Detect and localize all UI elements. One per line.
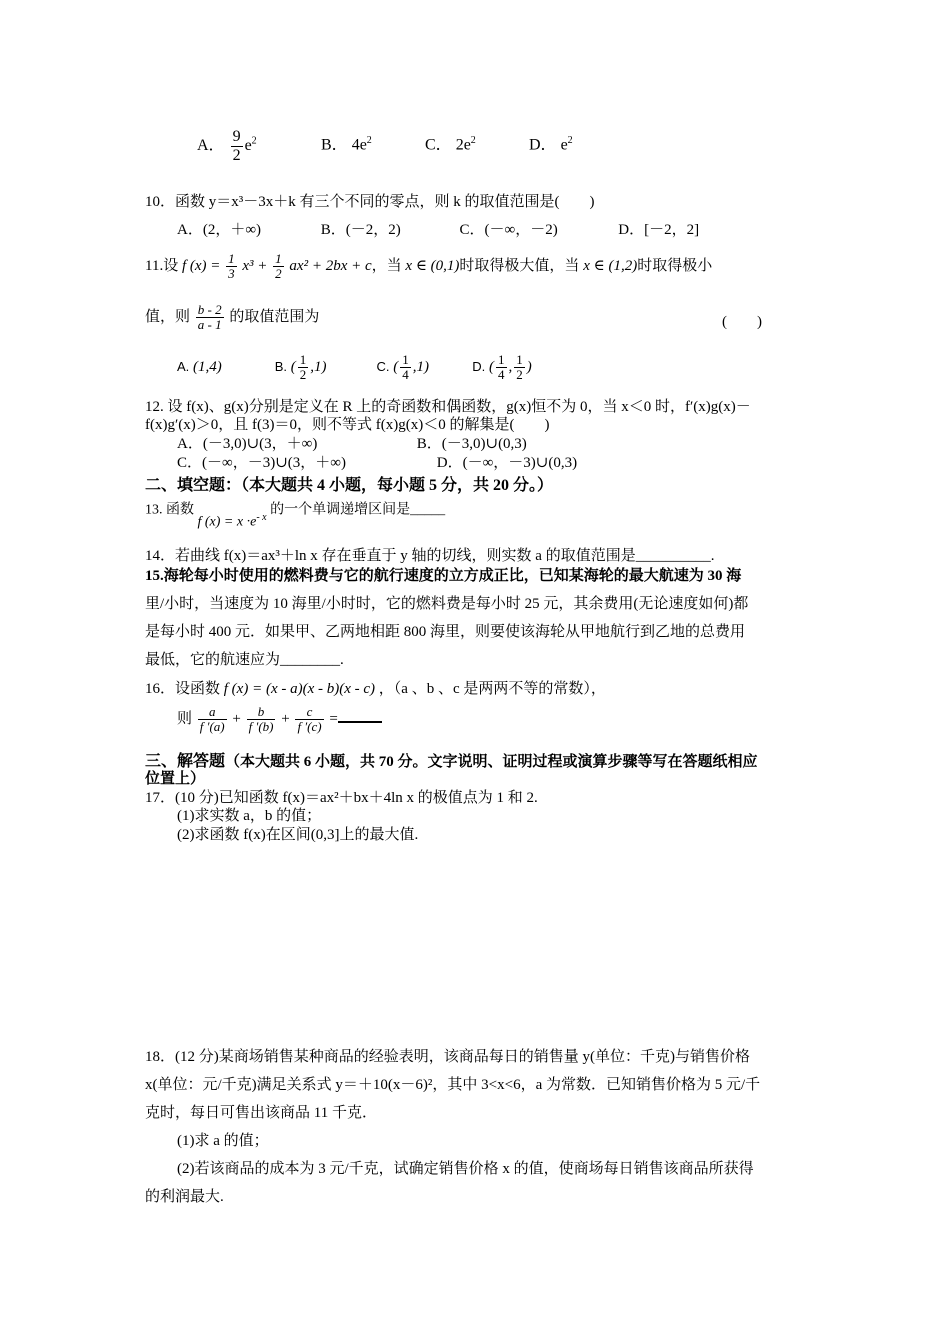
q11-text3: 时取得极小 <box>637 258 713 275</box>
section3-note-line2: 位置上） <box>145 771 206 787</box>
q10-option-c: C．(－∞，－2) <box>459 222 558 238</box>
q11-answer-paren: ( ) <box>722 314 762 330</box>
q11-term1: x³ + <box>242 258 268 275</box>
q11-option-c <box>377 353 469 383</box>
q10-stem: 10．函数 y＝x³－3x＋k 有三个不同的零点，则 k 的取值范围是( ) <box>145 194 595 210</box>
q11-text2: 时取得极大值，当 <box>459 258 580 275</box>
q9-option-a-label: A． <box>197 136 225 154</box>
q11-line2 <box>145 303 319 333</box>
q11-option-a <box>177 358 271 376</box>
q10-option-b: B．(－2，2) <box>320 222 401 238</box>
q10-option-d: D．[－2，2] <box>618 222 700 238</box>
q9-option-a-fraction <box>231 128 243 164</box>
q12-option-d: D．(－∞，－3)∪(0,3) <box>436 455 578 471</box>
q11-d-den1: 4 <box>498 367 505 383</box>
q16-frac-c-den: f ′(c) <box>297 719 322 735</box>
q11-b-den: 2 <box>299 367 307 383</box>
section3-title: 三、解答题 <box>145 753 226 770</box>
q12-options-row2 <box>177 454 577 472</box>
q11-c-den: 4 <box>402 367 409 383</box>
q9-option-a <box>197 128 317 164</box>
q11-frac-2 <box>273 252 284 282</box>
section3-note: （本大题共 6 小题，共 70 分。文字说明、证明过程或演算步骤等写在答题纸相应 <box>225 754 758 770</box>
q9-b-base: 4e <box>351 136 367 154</box>
q16-equals: = <box>329 711 338 728</box>
q12-line1: 12. 设 f(x)、g(x)分别是定义在 R 上的奇函数和偶函数，g(x)恒不为 0，当 x＜0 时，f′(x)g(x)－ <box>145 399 751 415</box>
q11-option-c-label: C. <box>376 359 390 375</box>
q11-option-b-label: B. <box>274 359 288 375</box>
q16-frac-a <box>198 705 227 735</box>
q9-c-exp: 2 <box>470 135 476 147</box>
q11-line2-pre: 值，则 <box>145 309 191 326</box>
q12-option-b: B．(－3,0)∪(0,3) <box>416 436 527 452</box>
q13-func-exp: - x <box>256 512 267 523</box>
q11-frac-1 <box>226 252 237 282</box>
q11-d-frac2 <box>514 353 525 383</box>
q11-d-close: ) <box>526 359 532 376</box>
q11-option-a-value: (1,4) <box>193 359 222 376</box>
q12-option-c: C．(－∞，－3)∪(3，＋∞) <box>177 455 346 471</box>
q11-b-num: 1 <box>299 352 307 367</box>
q17-stem: 17．(10 分)已知函数 f(x)＝ax²＋bx＋4ln x 的极值点为 1 和 2. <box>145 790 538 806</box>
q16-frac-a-den: f ′(a) <box>199 719 225 735</box>
q11-ratio-num: b - 2 <box>197 302 222 317</box>
q11-term2: ax² + 2bx + c <box>289 258 372 275</box>
q9-a-exp: 2 <box>251 135 257 147</box>
q9-option-d-label: D． <box>529 136 557 154</box>
q16-ze: 则 <box>177 711 193 728</box>
q17-part2: (2)求函数 f(x)在区间(0,3]上的最大值. <box>177 827 419 843</box>
q11-d-num2: 1 <box>516 352 523 367</box>
q11-frac1-num: 1 <box>228 251 235 266</box>
q11-d-num1: 1 <box>498 352 505 367</box>
q11-c-num: 1 <box>402 352 409 367</box>
q11-c-open: ( <box>393 359 399 376</box>
q9-a-numerator: 9 <box>232 128 241 145</box>
q11-b-open: ( <box>290 359 296 376</box>
q9-a-denominator: 2 <box>232 146 241 164</box>
q16-frac-c-num: c <box>306 704 313 719</box>
q16-frac-a-num: a <box>208 704 216 719</box>
q9-option-b-label: B． <box>321 136 348 154</box>
section2-note: （本大题共 4 小题，每小题 5 分，共 20 分。） <box>241 477 554 494</box>
q18-line3: 克时，每日可售出该商品 11 千克． <box>145 1105 377 1121</box>
q11-options <box>177 353 532 383</box>
q9-option-d <box>529 135 573 155</box>
q11-option-b <box>275 353 373 383</box>
q16-plus-1: + <box>232 711 241 728</box>
q18-line2: x(单位：元/千克)满足关系式 y＝＋10(x－6)²，其中 3<x<6，a 为常数．已知销售价格为 5 元/千 <box>145 1077 761 1093</box>
q9-d-base: e <box>560 136 568 154</box>
q18-part2-line1: (2)若该商品的成本为 3 元/千克，试确定销售价格 x 的值，使商场每日销售该商品所获得 <box>177 1161 754 1177</box>
q9-b-exp: 2 <box>366 135 372 147</box>
q11-ratio-den: a - 1 <box>197 317 222 333</box>
section2-heading <box>145 476 553 495</box>
q11-option-d-label: D. <box>472 359 486 375</box>
q16-frac-b-num: b <box>257 704 265 719</box>
q16-plus-2: + <box>281 711 290 728</box>
q16-answer-blank <box>338 721 382 723</box>
q9-d-exp: 2 <box>567 135 573 147</box>
q18-part1: (1)求 a 的值； <box>177 1133 269 1149</box>
q10-options <box>177 221 699 239</box>
q9-c-base: 2e <box>455 136 471 154</box>
q11-d-den2: 2 <box>516 367 523 383</box>
q11-option-d <box>472 353 532 383</box>
q14-text: 14．若曲线 f(x)＝ax³＋ln x 存在垂直于 y 轴的切线，则实数 a 的取值范围是__________. <box>145 548 715 564</box>
q11-d-comma: , <box>508 359 513 376</box>
q11-c-frac <box>400 353 411 383</box>
q10-option-a: A．(2，＋∞) <box>177 222 262 238</box>
q11-b-close: ,1) <box>310 359 327 376</box>
q11-prefix: 11.设 <box>145 258 179 275</box>
q16-prefix: 16．设函数 <box>145 681 221 697</box>
q13-suffix: 的一个单调递增区间是_____ <box>270 502 446 518</box>
q9-option-c <box>425 135 525 155</box>
q16-line2 <box>177 705 382 735</box>
q16-line1 <box>145 680 606 698</box>
q11-cond1: x ∈ (0,1) <box>405 258 460 275</box>
q11-frac2-den: 2 <box>275 266 282 282</box>
section3-heading <box>145 752 758 771</box>
q16-frac-b-den: f ′(b) <box>248 719 274 735</box>
q11-option-a-label: A. <box>177 359 190 375</box>
q13-func-base: f (x) = x ·e <box>197 514 257 530</box>
section2-title: 二、填空题： <box>145 477 242 494</box>
q9-option-c-label: C． <box>425 136 452 154</box>
q11-text1: ，当 <box>371 258 402 275</box>
q9-option-b <box>321 135 421 155</box>
q16-frac-c <box>295 705 323 735</box>
q12-line2: f(x)g′(x)＞0，且 f(3)＝0，则不等式 f(x)g(x)＜0 的解集是( ) <box>145 417 550 433</box>
q11-b-frac <box>298 353 309 383</box>
q12-options-row1 <box>177 435 527 453</box>
q11-d-frac1 <box>496 353 507 383</box>
q11-func: f (x) = <box>181 258 221 275</box>
q11-c-close: ,1) <box>412 359 429 376</box>
q15-line2: 里/小时，当速度为 10 海里/小时时，它的燃料费是每小时 25 元，其余费用(无论速度如何)都 <box>145 596 749 612</box>
q18-part2-line2: 的利润最大. <box>145 1189 224 1205</box>
q18-line1: 18．(12 分)某商场销售某种商品的经验表明，该商品每日的销售量 y(单位：千克)与销售价格 <box>145 1049 750 1065</box>
q15-line4: 最低，它的航速应为________. <box>145 652 344 668</box>
q16-suffix: ，（a 、b 、c 是两两不等的常数）， <box>378 681 606 697</box>
q11-line2-post: 的取值范围为 <box>229 309 320 326</box>
q16-func: f (x) = (x - a)(x - b)(x - c) <box>223 681 376 697</box>
q9-a-base: e <box>244 136 252 154</box>
q12-option-a: A．(－3,0)∪(3，＋∞) <box>177 436 318 452</box>
q15-line1: 15.海轮每小时使用的燃料费与它的航行速度的立方成正比，已知某海轮的最大航速为 30 海 <box>145 568 742 584</box>
q11-line1 <box>145 252 712 282</box>
q17-part1: (1)求实数 a，b 的值； <box>177 808 322 824</box>
q16-frac-b <box>247 705 276 735</box>
q11-ratio <box>196 303 224 333</box>
q11-frac2-num: 1 <box>275 251 282 266</box>
q11-cond2: x ∈ (1,2) <box>583 258 638 275</box>
q13-func <box>198 512 267 531</box>
q9-options <box>197 128 573 164</box>
q11-frac1-den: 3 <box>228 266 235 282</box>
q13-prefix: 13. 函数 <box>145 502 194 518</box>
q15-line3: 是每小时 400 元．如果甲、乙两地相距 800 海里，则要使该海轮从甲地航行到乙地的总费用 <box>145 624 746 640</box>
q11-d-open: ( <box>489 359 494 376</box>
